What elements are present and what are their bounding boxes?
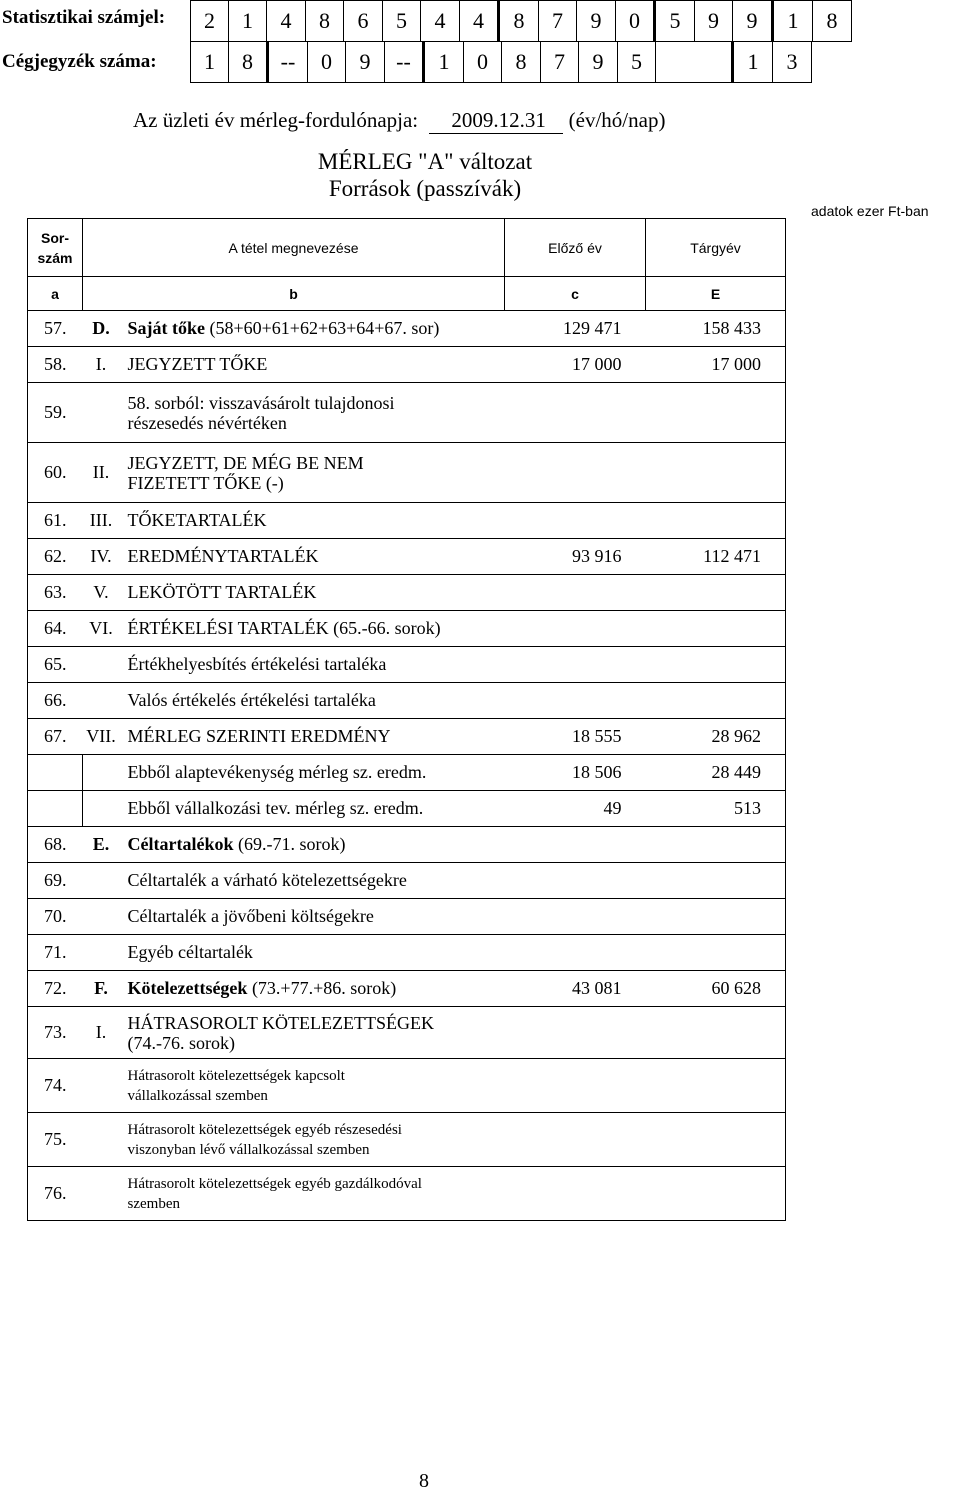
previous-year-value xyxy=(505,443,646,503)
row-roman-index: D. xyxy=(83,311,120,347)
previous-year-value: 18 555 xyxy=(505,719,646,755)
current-year-value xyxy=(646,611,786,647)
row-item-name xyxy=(120,827,505,863)
digit-cell: 8 xyxy=(306,1,344,42)
row-roman-index: V. xyxy=(83,575,120,611)
row-item-name: TŐKETARTALÉK xyxy=(120,503,505,539)
table-row xyxy=(28,611,786,647)
previous-year-value xyxy=(505,827,646,863)
item-name-line-2: (74.-76. sorok) xyxy=(127,1032,235,1053)
table-row xyxy=(28,827,786,863)
row-item-name xyxy=(120,1059,505,1113)
row-item-name: Értékhelyesbítés értékelési tartaléka xyxy=(120,647,505,683)
current-year-value: 60 628 xyxy=(646,971,786,1007)
current-year-value xyxy=(646,647,786,683)
digit-cell: 8 xyxy=(499,1,539,42)
row-item-name xyxy=(120,383,505,443)
current-year-value: 112 471 xyxy=(646,539,786,575)
row-item-name xyxy=(120,311,505,347)
digit-cell: 4 xyxy=(267,1,306,42)
digit-cell: 7 xyxy=(539,1,577,42)
current-year-value: 28 962 xyxy=(646,719,786,755)
table-row xyxy=(28,1007,786,1059)
table-header-row xyxy=(28,219,786,277)
row-item-name: LEKÖTÖTT TARTALÉK xyxy=(120,575,505,611)
previous-year-value: 129 471 xyxy=(505,311,646,347)
item-name-line-1: JEGYZETT, DE MÉG BE NEM xyxy=(127,452,364,473)
current-year-value xyxy=(646,1059,786,1113)
previous-year-value: 93 916 xyxy=(505,539,646,575)
row-number: 58. xyxy=(28,347,83,383)
digit-cell: 0 xyxy=(464,42,502,83)
letter-e: E xyxy=(646,277,786,311)
row-roman-index xyxy=(83,899,120,935)
digit-cell: -- xyxy=(385,42,424,83)
table-row xyxy=(28,1113,786,1167)
digit-cell: 9 xyxy=(579,42,618,83)
row-roman-index xyxy=(83,755,120,791)
balance-date-line xyxy=(133,108,665,134)
table-row xyxy=(28,935,786,971)
digit-cell: 7 xyxy=(541,42,579,83)
row-item-name: Céltartalék a várható kötelezettségekre xyxy=(120,863,505,899)
item-name-bold: Kötelezettségek xyxy=(127,978,248,998)
digit-cell: 2 xyxy=(191,1,229,42)
current-year-value xyxy=(646,1007,786,1059)
item-name-line-2: szemben xyxy=(127,1195,180,1212)
current-year-value xyxy=(646,1113,786,1167)
table-row xyxy=(28,791,786,827)
balance-date-prefix: Az üzleti év mérleg-fordulónapja: xyxy=(133,108,419,132)
digit-cell: 8 xyxy=(229,42,268,83)
current-year-value xyxy=(646,935,786,971)
digit-cell: 4 xyxy=(460,1,499,42)
header-current-year: Tárgyév xyxy=(646,219,786,277)
row-item-name: JEGYZETT TŐKE xyxy=(120,347,505,383)
current-year-value xyxy=(646,683,786,719)
row-item-name xyxy=(120,971,505,1007)
digit-cell: 9 xyxy=(577,1,616,42)
company-reg-grid xyxy=(190,41,812,83)
previous-year-value xyxy=(505,683,646,719)
item-name-line-1: Hátrasorolt kötelezettségek egyéb gazdálkodóval xyxy=(127,1175,422,1192)
row-number: 71. xyxy=(28,935,83,971)
row-item-name: MÉRLEG SZERINTI EREDMÉNY xyxy=(120,719,505,755)
row-item-name xyxy=(120,1007,505,1059)
item-name-line-1: 58. sorból: visszavásárolt tulajdonosi xyxy=(127,392,395,413)
digit-cell: 1 xyxy=(191,42,229,83)
row-number: 66. xyxy=(28,683,83,719)
page-subtitle: Források (passzívák) xyxy=(328,176,522,201)
letter-b: b xyxy=(83,277,505,311)
previous-year-value xyxy=(505,1007,646,1059)
item-name-line-2: viszonyban lévő vállalkozással szemben xyxy=(127,1141,370,1158)
digit-cell: 3 xyxy=(773,42,812,83)
digit-cell: 4 xyxy=(421,1,460,42)
digit-cell: 8 xyxy=(502,42,541,83)
row-item-name xyxy=(120,1113,505,1167)
row-roman-index: III. xyxy=(83,503,120,539)
row-number: 76. xyxy=(28,1167,83,1221)
item-name-rest: (73.+77.+86. sorok) xyxy=(247,978,397,998)
row-roman-index: VI. xyxy=(83,611,120,647)
row-roman-index: II. xyxy=(83,443,120,503)
previous-year-value: 43 081 xyxy=(505,971,646,1007)
previous-year-value xyxy=(505,575,646,611)
header-item-name: A tétel megnevezése xyxy=(83,219,505,277)
company-reg-label: Cégjegyzék száma: xyxy=(2,51,157,72)
table-row xyxy=(28,347,786,383)
digit-cell: 6 xyxy=(344,1,383,42)
digit-cell: -- xyxy=(268,42,308,83)
row-roman-index xyxy=(83,383,120,443)
row-number: 70. xyxy=(28,899,83,935)
previous-year-value xyxy=(505,647,646,683)
previous-year-value: 49 xyxy=(505,791,646,827)
item-name-rest: (69.-71. sorok) xyxy=(233,834,346,854)
table-row xyxy=(28,383,786,443)
current-year-value xyxy=(646,1167,786,1221)
row-number: 67. xyxy=(28,719,83,755)
page-number: 8 xyxy=(419,1470,429,1492)
table-row xyxy=(28,503,786,539)
current-year-value xyxy=(646,827,786,863)
letter-c: c xyxy=(505,277,646,311)
table-row xyxy=(28,575,786,611)
digit-cell: 9 xyxy=(346,42,385,83)
row-number xyxy=(28,791,83,827)
row-number: 74. xyxy=(28,1059,83,1113)
previous-year-value xyxy=(505,1167,646,1221)
row-roman-index xyxy=(83,683,120,719)
table-row xyxy=(28,899,786,935)
balance-sheet-table xyxy=(27,218,786,1221)
current-year-value xyxy=(646,383,786,443)
stat-number-label: Statisztikai számjel: xyxy=(2,7,166,28)
row-roman-index: VII. xyxy=(83,719,120,755)
row-number: 69. xyxy=(28,863,83,899)
row-number: 60. xyxy=(28,443,83,503)
table-row xyxy=(28,1059,786,1113)
row-item-name: Céltartalék a jövőbeni költségekre xyxy=(120,899,505,935)
previous-year-value xyxy=(505,503,646,539)
digit-cell: 5 xyxy=(618,42,656,83)
table-letter-row xyxy=(28,277,786,311)
item-name-line-1: HÁTRASOROLT KÖTELEZETTSÉGEK xyxy=(127,1012,434,1033)
row-roman-index: E. xyxy=(83,827,120,863)
table-row xyxy=(28,647,786,683)
current-year-value xyxy=(646,863,786,899)
digit-cell: 1 xyxy=(424,42,464,83)
item-name-line-2: vállalkozással szemben xyxy=(127,1087,268,1104)
current-year-value xyxy=(646,503,786,539)
row-roman-index xyxy=(83,863,120,899)
digit-cell: 8 xyxy=(813,1,852,42)
digit-cell: 1 xyxy=(229,1,267,42)
letter-a: a xyxy=(28,277,83,311)
item-name-bold: Saját tőke xyxy=(127,318,205,338)
current-year-value xyxy=(646,575,786,611)
item-name-bold: Céltartalékok xyxy=(127,834,234,854)
row-number: 59. xyxy=(28,383,83,443)
digit-cell: 1 xyxy=(733,42,773,83)
row-number: 64. xyxy=(28,611,83,647)
balance-date-format: (év/hó/nap) xyxy=(568,108,666,132)
table-row xyxy=(28,755,786,791)
previous-year-value xyxy=(505,899,646,935)
table-row xyxy=(28,443,786,503)
digit-cell: 0 xyxy=(616,1,655,42)
row-roman-index: I. xyxy=(83,347,120,383)
row-roman-index xyxy=(83,647,120,683)
table-row xyxy=(28,863,786,899)
row-number: 68. xyxy=(28,827,83,863)
row-roman-index xyxy=(83,1113,120,1167)
digit-cell xyxy=(656,42,733,83)
current-year-value: 513 xyxy=(646,791,786,827)
previous-year-value xyxy=(505,935,646,971)
table-row xyxy=(28,311,786,347)
header-sorszam: Sor- szám xyxy=(28,219,83,277)
current-year-value: 158 433 xyxy=(646,311,786,347)
row-roman-index xyxy=(83,1059,120,1113)
item-name-line-1: Hátrasorolt kötelezettségek kapcsolt xyxy=(127,1067,345,1084)
row-roman-index: F. xyxy=(83,971,120,1007)
stat-number-grid xyxy=(190,0,852,42)
previous-year-value xyxy=(505,863,646,899)
row-number: 57. xyxy=(28,311,83,347)
current-year-value: 28 449 xyxy=(646,755,786,791)
digit-cell: 5 xyxy=(383,1,421,42)
row-item-name: Ebből alaptevékenység mérleg sz. eredm. xyxy=(120,755,505,791)
row-number: 63. xyxy=(28,575,83,611)
digit-cell: 5 xyxy=(655,1,695,42)
header-previous-year: Előző év xyxy=(505,219,646,277)
row-roman-index: IV. xyxy=(83,539,120,575)
previous-year-value xyxy=(505,1113,646,1167)
row-roman-index xyxy=(83,791,120,827)
digit-cell: 1 xyxy=(773,1,813,42)
previous-year-value xyxy=(505,383,646,443)
row-number: 65. xyxy=(28,647,83,683)
row-item-name xyxy=(120,443,505,503)
row-item-name xyxy=(120,1167,505,1221)
balance-date-value: 2009.12.31 xyxy=(429,108,563,134)
row-item-name: ÉRTÉKELÉSI TARTALÉK (65.-66. sorok) xyxy=(120,611,505,647)
previous-year-value: 17 000 xyxy=(505,347,646,383)
row-number: 62. xyxy=(28,539,83,575)
page-title: MÉRLEG "A" változat xyxy=(317,149,533,174)
row-item-name: Valós értékelés értékelési tartaléka xyxy=(120,683,505,719)
row-number: 72. xyxy=(28,971,83,1007)
row-number xyxy=(28,755,83,791)
table-row xyxy=(28,539,786,575)
digit-cell: 0 xyxy=(308,42,346,83)
previous-year-value: 18 506 xyxy=(505,755,646,791)
digit-cell: 9 xyxy=(695,1,733,42)
row-roman-index xyxy=(83,1167,120,1221)
item-name-rest: (58+60+61+62+63+64+67. sor) xyxy=(205,318,440,338)
row-item-name: Ebből vállalkozási tev. mérleg sz. eredm. xyxy=(120,791,505,827)
table-row xyxy=(28,683,786,719)
current-year-value xyxy=(646,443,786,503)
row-number: 75. xyxy=(28,1113,83,1167)
item-name-line-1: Hátrasorolt kötelezettségek egyéb részesedési xyxy=(127,1121,402,1138)
table-row xyxy=(28,1167,786,1221)
item-name-line-2: FIZETETT TŐKE (-) xyxy=(127,472,284,493)
item-name-line-2: részesedés névértéken xyxy=(127,412,287,433)
row-number: 61. xyxy=(28,503,83,539)
table-row xyxy=(28,719,786,755)
row-number: 73. xyxy=(28,1007,83,1059)
row-item-name: EREDMÉNYTARTALÉK xyxy=(120,539,505,575)
previous-year-value xyxy=(505,611,646,647)
current-year-value xyxy=(646,899,786,935)
digit-cell: 9 xyxy=(733,1,773,42)
table-row xyxy=(28,971,786,1007)
row-roman-index xyxy=(83,935,120,971)
previous-year-value xyxy=(505,1059,646,1113)
row-roman-index: I. xyxy=(83,1007,120,1059)
unit-note: adatok ezer Ft-ban xyxy=(811,203,929,219)
current-year-value: 17 000 xyxy=(646,347,786,383)
row-item-name: Egyéb céltartalék xyxy=(120,935,505,971)
